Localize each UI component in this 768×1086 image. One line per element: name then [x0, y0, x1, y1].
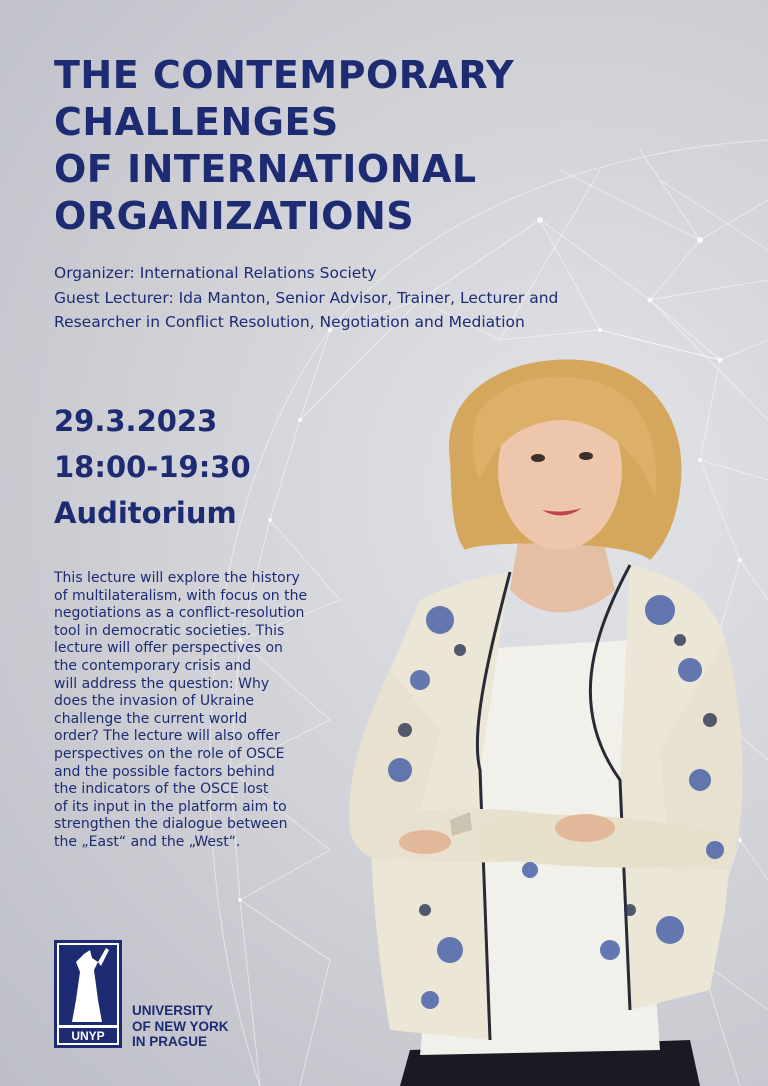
lecturer-portrait	[330, 350, 768, 1086]
lecture-description	[54, 570, 354, 852]
description-line: This lecture will explore the history	[54, 570, 300, 586]
university-name-line: IN PRAGUE	[132, 1034, 208, 1049]
lecturer-line: Guest Lecturer: Ida Manton, Senior Advisor, Trainer, Lecturer and	[54, 288, 559, 307]
description-line: of its input in the platform aim to	[54, 798, 287, 815]
description-line: order? The lecture will also offer	[54, 728, 280, 745]
event-venue: Auditorium	[54, 496, 237, 530]
description-line: strengthen the dialogue between	[54, 816, 288, 833]
description-line: negotiations as a conflict-resolution	[54, 605, 305, 622]
university-name-line: UNIVERSITY	[132, 1003, 214, 1018]
title-line: THE CONTEMPORARY	[54, 53, 515, 97]
description-line: perspectives on the role of OSCE	[54, 745, 285, 762]
university-name	[132, 1003, 229, 1050]
description-line: does the invasion of Ukraine	[54, 693, 254, 710]
title-line: OF INTERNATIONAL	[54, 147, 477, 191]
university-name-line: OF NEW YORK	[132, 1018, 229, 1034]
description-line: the indicators of the OSCE lost	[54, 781, 269, 798]
event-info	[54, 261, 744, 335]
description-line: will address the question: Why	[54, 675, 270, 692]
logo-mark-text: UNYP	[71, 1029, 105, 1043]
description-line: the „East“ and the „West“.	[54, 833, 241, 850]
organizer-line: Organizer: International Relations Society	[54, 264, 377, 282]
description-line: tool in democratic societies. This	[54, 622, 285, 639]
title-line: ORGANIZATIONS	[54, 194, 415, 238]
unyp-logo-mark	[54, 940, 122, 1048]
event-date: 29.3.2023	[54, 404, 218, 438]
poster-title	[54, 52, 744, 240]
description-line: the contemporary crisis and	[54, 657, 252, 674]
event-time: 18:00-19:30	[54, 450, 251, 484]
lecturer-line-continued: Researcher in Conflict Resolution, Negotiation and Mediation	[54, 313, 525, 331]
description-line: and the possible factors behind	[54, 763, 275, 780]
event-schedule	[54, 398, 251, 536]
title-line: CHALLENGES	[54, 100, 339, 144]
description-line: lecture will offer perspectives on	[54, 640, 283, 657]
description-line: of multilateralism, with focus on the	[54, 587, 308, 604]
description-line: challenge the current world	[54, 710, 248, 727]
